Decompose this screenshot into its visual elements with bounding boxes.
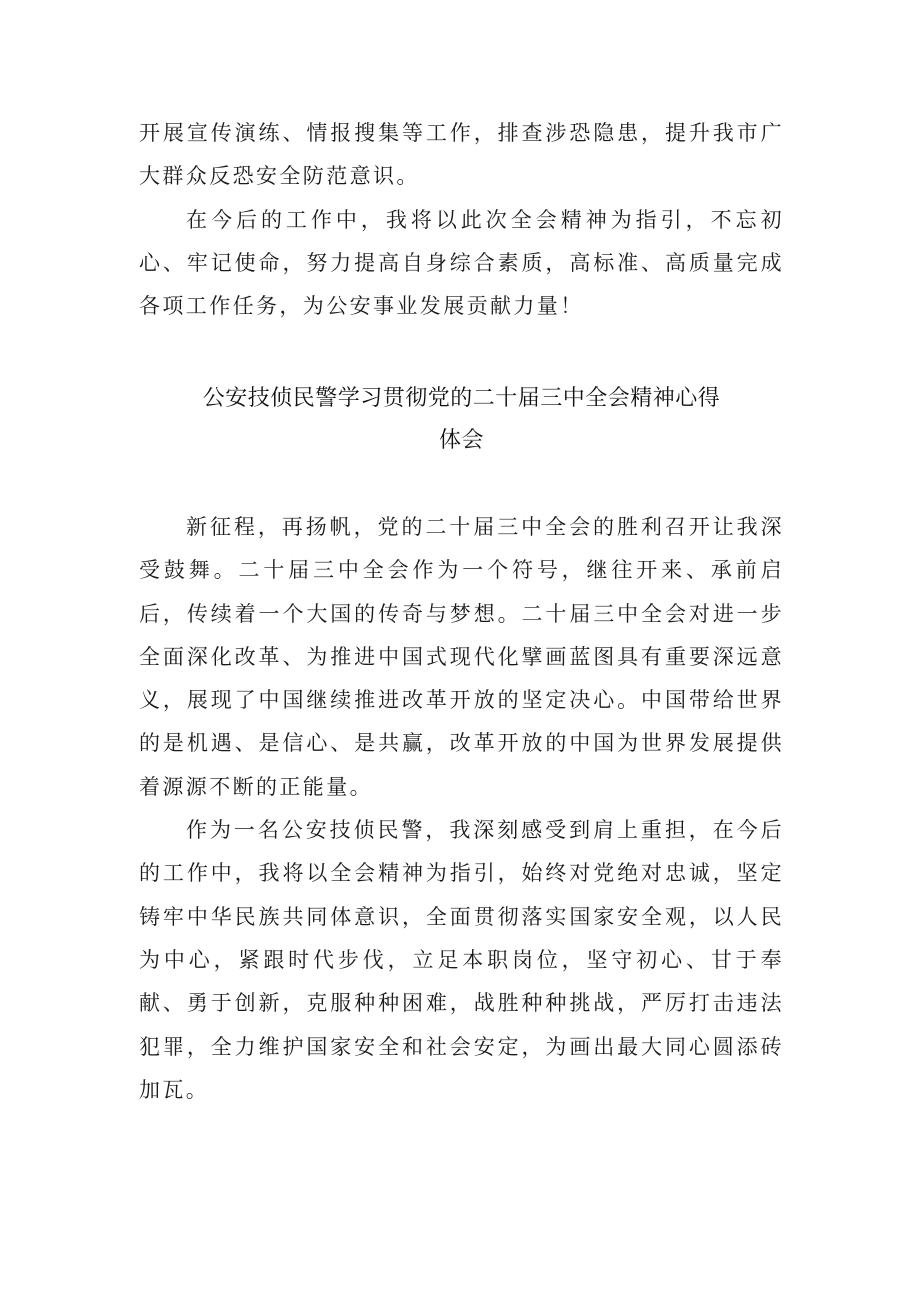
- article-title-line-2: 体会: [438, 428, 484, 453]
- previous-article-ending: [139, 112, 784, 328]
- article-title: [139, 378, 784, 462]
- body-paragraph-2: 作为一名公安技侦民警，我深刻感受到肩上重担，在今后的工作中，我将以全会精神为指引，始终对党绝对忠诚，坚定铸牢中华民族共同体意识，全面贯彻落实国家安全观，以人民为中心，紧跟时代步伐，立足本职岗位，坚守初心、甘于奉献、勇于创新，克服种种困难，战胜种种挑战，严厉打击违法犯罪，全力维护国家安全和社会安定，为画出最大同心圆添砖加瓦。: [139, 818, 784, 1102]
- article-body: [139, 506, 784, 1112]
- paragraph-continued: 开展宣传演练、情报搜集等工作，排查涉恐隐患，提升我市广大群众反恐安全防范意识。: [139, 121, 784, 189]
- body-paragraph-1: 新征程，再扬帆，党的二十届三中全会的胜利召开让我深受鼓舞。二十届三中全会作为一个符号，继往开来、承前启后，传续着一个大国的传奇与梦想。二十届三中全会对进一步全面深化改革、为推进中国式现代化擘画蓝图具有重要深远意义，展现了中国继续推进改革开放的坚定决心。中国带给世界的是机遇、是信心、是共赢，改革开放的中国为世界发展提供着源源不断的正能量。: [139, 515, 784, 799]
- article-title-line-1: 公安技侦民警学习贯彻党的二十届三中全会精神心得: [202, 386, 721, 411]
- paragraph-closing: 在今后的工作中，我将以此次全会精神为指引，不忘初心、牢记使命，努力提高自身综合素质，高标准、高质量完成各项工作任务，为公安事业发展贡献力量！: [139, 207, 784, 319]
